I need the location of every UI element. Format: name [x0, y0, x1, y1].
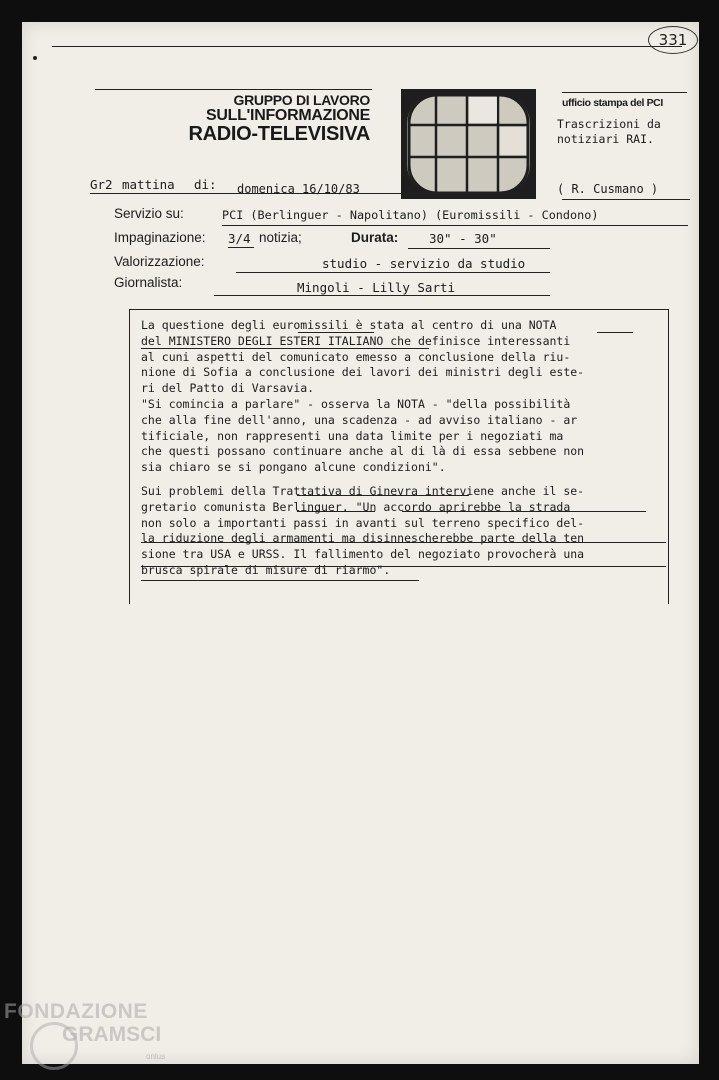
valorization-label: Valorizzazione: [114, 254, 205, 269]
valorization-underline [236, 272, 550, 273]
text-line: sione tra USA e URSS. Il fallimento del negoziato provocherà una [141, 547, 585, 562]
author-underline [562, 199, 690, 200]
top-rule [52, 46, 682, 47]
punch-mark [33, 56, 37, 60]
duration-label: Durata: [351, 230, 399, 245]
text-line: La questione degli euromissili è stata al centro di una NOTA [141, 318, 557, 332]
text-line: Sui problemi della Trattativa di Ginevra interviene anche il se- [141, 483, 585, 498]
text-line: al cuni aspetti del comunicato emesso a conclusione della riu- [141, 349, 571, 364]
watermark-line-1: FONDAZIONE [4, 1000, 148, 1023]
news-label: notizia; [259, 230, 302, 245]
valorization-value: studio - servizio da studio [322, 256, 526, 271]
emphasis-underline [141, 348, 429, 349]
layout-value: 3/4 [228, 231, 251, 246]
text-line: gretario comunista Berlinguer. "Un accordo aprirebbe la strada [141, 499, 571, 514]
journalist-underline [214, 295, 550, 296]
tv-logo [401, 89, 536, 199]
emphasis-underline [597, 332, 633, 333]
page-number: 331 [648, 26, 698, 54]
author-value: ( R. Cusmano ) [557, 182, 659, 196]
transcript-body [141, 318, 681, 579]
emphasis-underline [141, 566, 666, 567]
emphasis-underline [297, 495, 469, 496]
emphasis-underline [141, 542, 666, 543]
layout-underline [228, 247, 254, 248]
text-line: "Si comincia a parlare" - osserva la NOTA - "della possibilità [141, 396, 571, 411]
transcription-line-2: notiziari RAI. [557, 132, 654, 146]
watermark-line-2: GRAMSCI [62, 1023, 162, 1046]
layout-label: Impaginazione: [114, 230, 206, 245]
text-line: del MINISTERO DEGLI ESTERI ITALIANO che definisce interessanti [141, 333, 571, 348]
text-line: nione di Sofia a conclusione dei lavori dei ministri degli este- [141, 365, 585, 380]
emphasis-underline [298, 332, 374, 333]
header-line-2: SULL'INFORMAZIONE [205, 107, 370, 124]
duration-underline [408, 248, 550, 249]
header-rule [95, 89, 372, 90]
text-line: la riduzione degli armamenti ma disinnescherebbe parte della ten [141, 531, 585, 546]
text-line: non solo a importanti passi in avanti sul terreno specifico del- [141, 515, 585, 530]
emphasis-underline [297, 511, 375, 512]
text-line: che questi possano continuare anche al di là di essa sebbene non [141, 444, 585, 459]
journalist-label: Giornalista: [114, 275, 183, 290]
program-value: mattina [122, 177, 175, 192]
office-rule [562, 92, 687, 93]
transcription-line-1: Trascrizioni da [557, 117, 661, 131]
duration-value: 30" - 30" [429, 231, 497, 246]
text-line: ri del Patto di Varsavia. [141, 381, 315, 396]
office-name: ufficio stampa del PCI [562, 97, 663, 109]
header-line-1: GRUPPO DI LAVORO [233, 92, 370, 108]
service-underline [222, 225, 688, 226]
date-label: di: [194, 177, 217, 192]
text-line: che alla fine dell'anno, una scadenza - ad avviso italiano - ar [141, 412, 578, 427]
text-line: brusca spirale di misure di riarmo". [141, 562, 391, 577]
date-value: domenica 16/10/83 [237, 182, 360, 196]
header-line-3: RADIO-TELEVISIVA [188, 123, 370, 145]
watermark-suffix: onlus [146, 1052, 166, 1061]
text-line: sia chiaro se si pongano alcune condizioni". [141, 460, 446, 475]
service-value: PCI (Berlinguer - Napolitano) (Euromissili - Condono) [222, 208, 599, 222]
program-label: Gr2 [90, 177, 113, 192]
text-line: tificiale, non rappresenti una data limite per i negoziati ma [141, 428, 564, 443]
emphasis-underline [402, 511, 646, 512]
journalist-value: Mingoli - Lilly Sarti [297, 280, 456, 295]
service-label: Servizio su: [114, 206, 184, 221]
emphasis-underline [141, 580, 419, 581]
